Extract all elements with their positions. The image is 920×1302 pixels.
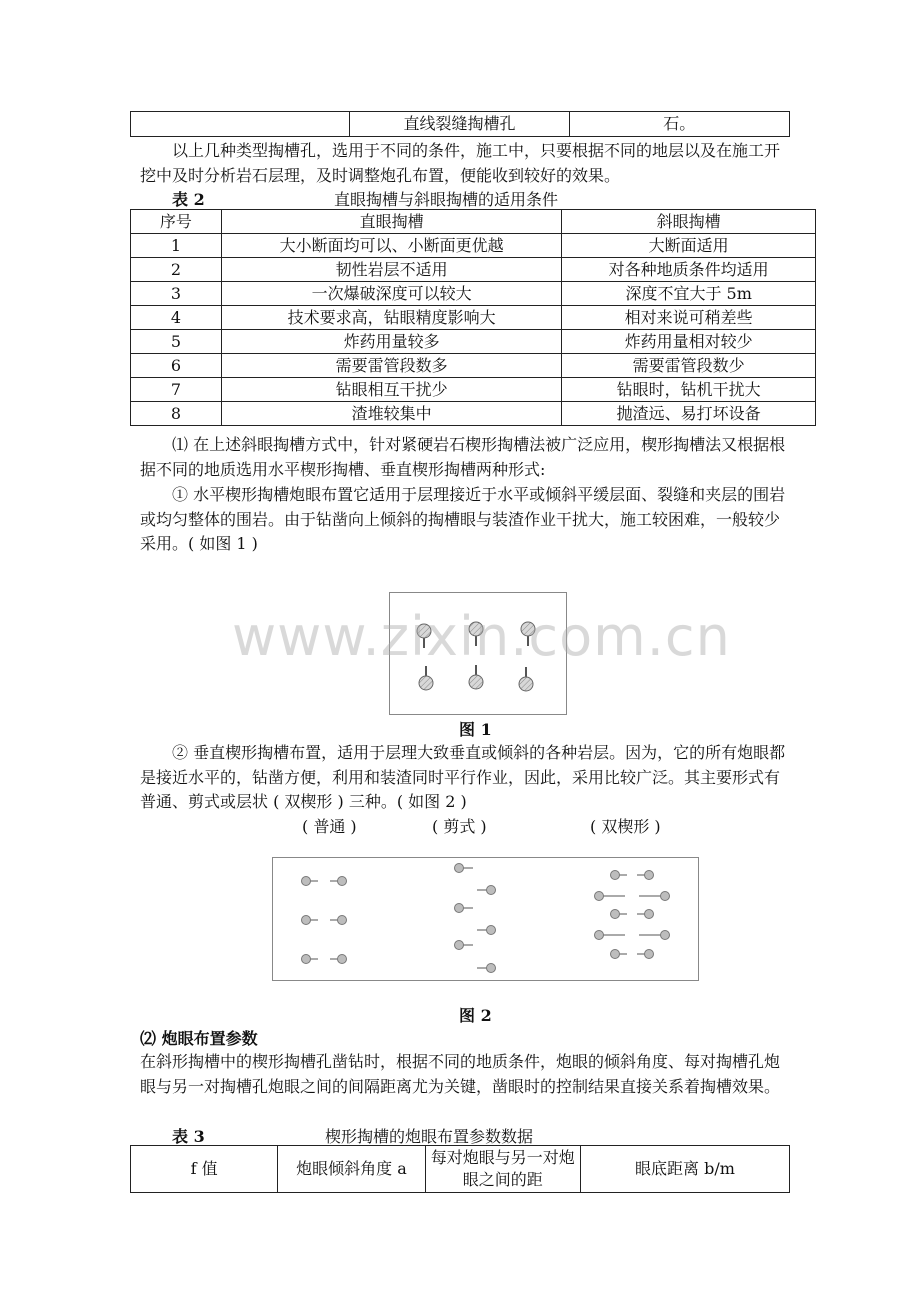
table-row [131,378,816,402]
double-wedge-pattern [595,871,670,959]
upper-hole-row [417,622,535,648]
table-cell: 7 [131,378,222,402]
table-cell: 韧性岩层不适用 [221,258,561,282]
table-cell: 3 [131,282,222,306]
column-header: 眼底距离 b/m [580,1146,789,1193]
table-header-row [131,210,816,234]
figure-1-drawing [390,593,566,714]
figure-1 [389,592,567,715]
table-cell: 深度不宜大于 5m [562,282,816,306]
section-heading: ⑵ 炮眼布置参数 [140,1029,258,1048]
table-row [131,234,816,258]
column-header: 每对炮眼与另一对炮眼之间的距 [425,1146,580,1193]
paragraph-vertical-wedge: ② 垂直楔形掏槽布置，适用于层理大致垂直或倾斜的各种岩层。因为，它的所有炮眼都是接近水平的，钻凿方便，利用和装渣同时平行作业，因此，采用比较广泛。其主要形式有普通、剪式或层状 ( 双楔形 ) 三种。( 如图 2 ) [140,743,786,811]
figure-2-drawing [273,858,698,980]
paragraph-parameters: 在斜形掏槽中的楔形掏槽孔凿钻时，根据不同的地质条件，炮眼的倾斜角度、每对掏槽孔炮眼与另一对掏槽孔炮眼之间的间隔距离尤为关键，凿眼时的控制结果直接关系着掏槽效果。 [140,1052,781,1096]
top-table [130,111,790,137]
table-cell: 需要雷管段数少 [562,354,816,378]
table-cell [131,112,350,137]
table-cell: 5 [131,330,222,354]
table-cell: 4 [131,306,222,330]
table3 [130,1145,790,1193]
table2-label: 表 2 [172,190,205,209]
table-cell: 6 [131,354,222,378]
lower-hole-row [419,665,533,691]
figure-2 [272,857,699,981]
table3-title: 楔形掏槽的炮眼布置参数数据 [325,1127,534,1146]
figure-2-caption: 图 2 [459,1006,492,1025]
column-header: 炮眼倾斜角度 a [278,1146,425,1193]
table-cell: 钻眼相互干扰少 [221,378,561,402]
table-cell: 对各种地质条件均适用 [562,258,816,282]
normal-pattern [302,877,347,964]
table2 [130,209,816,426]
table-cell: 需要雷管段数多 [221,354,561,378]
table-cell: 抛渣远、易打坏设备 [562,402,816,426]
column-header: 直眼掏槽 [221,210,561,234]
table2-title: 直眼掏槽与斜眼掏槽的适用条件 [334,190,559,209]
figure-1-caption: 图 1 [459,720,492,739]
table-cell: 钻眼时，钻机干扰大 [562,378,816,402]
watermark: www.zixin.com.cn [232,605,731,668]
table-cell: 相对来说可稍差些 [562,306,816,330]
table-cell: 技术要求高，钻眼精度影响大 [221,306,561,330]
table-cell: 石。 [569,112,789,137]
column-header: f 值 [131,1146,278,1193]
column-header: 斜眼掏槽 [562,210,816,234]
table-cell: 炸药用量较多 [221,330,561,354]
table-cell: 8 [131,402,222,426]
table-cell: 2 [131,258,222,282]
table-row [131,258,816,282]
table-cell: 直线裂缝掏槽孔 [350,112,569,137]
table3-label: 表 3 [172,1127,205,1146]
figure-2-label-scissor: ( 剪式 ) [432,817,487,836]
table-cell: 大断面适用 [562,234,816,258]
paragraph-horizontal-wedge: ① 水平楔形掏槽炮眼布置它适用于层理接近于水平或倾斜平缓层面、裂缝和夹层的围岩或均匀整体的围岩。由于钻凿向上倾斜的掏槽眼与装渣作业干扰大，施工较困难，一般较少采用。( 如图 1 ) [140,485,786,553]
table-cell: 炸药用量相对较少 [562,330,816,354]
table-cell: 渣堆较集中 [221,402,561,426]
column-header: 序号 [131,210,222,234]
table-row [131,354,816,378]
paragraph-intro: 以上几种类型掏槽孔，选用于不同的条件，施工中，只要根据不同的地层以及在施工开挖中及时分析岩石层理，及时调整炮孔布置，便能收到较好的效果。 [140,141,781,185]
table-cell: 一次爆破深度可以较大 [221,282,561,306]
table-row [131,402,816,426]
paragraph-wedge-cut: ⑴ 在上述斜眼掏槽方式中，针对紧硬岩石楔形掏槽法被广泛应用，楔形掏槽法又根据根据不同的地质选用水平楔形掏槽、垂直楔形掏槽两种形式: [140,435,786,479]
figure-2-label-double-wedge: ( 双楔形 ) [590,817,661,836]
figure-2-label-normal: ( 普通 ) [302,817,357,836]
table-row [131,306,816,330]
table-row [131,282,816,306]
table-row [131,112,790,137]
table-row [131,330,816,354]
table-cell: 1 [131,234,222,258]
scissor-pattern [455,864,496,973]
table-header-row [131,1146,790,1193]
table-cell: 大小断面均可以、小断面更优越 [221,234,561,258]
